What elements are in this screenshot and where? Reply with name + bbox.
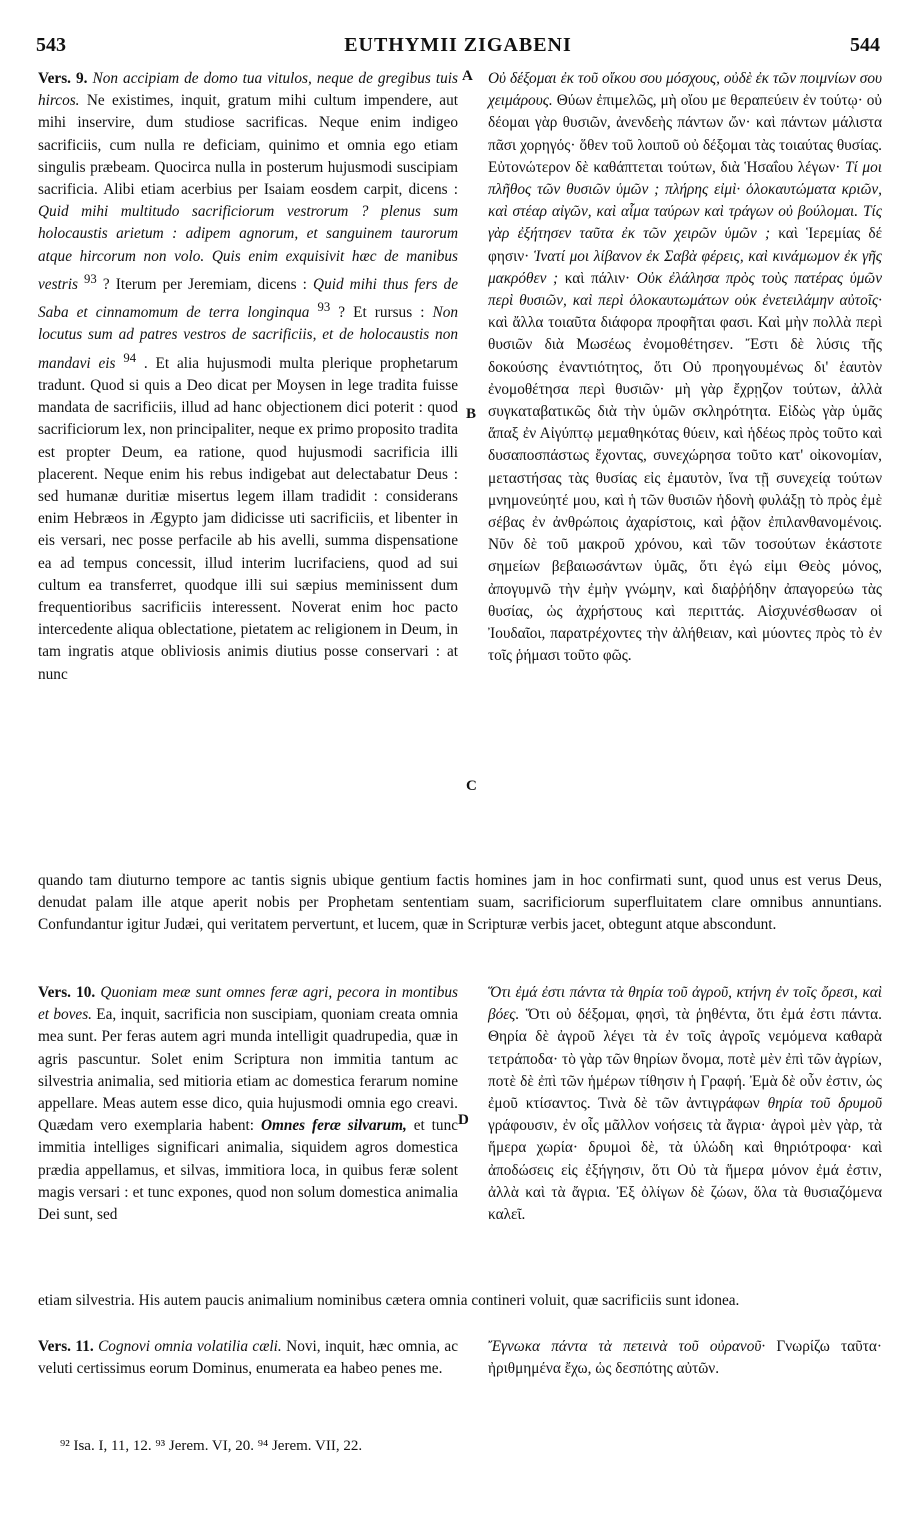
margin-marker-d: D (458, 1112, 469, 1128)
latin-text: ? Et rursus : (338, 304, 425, 322)
greek-lemma: Ὅτι ἐμά ἐστι πάντα τὰ θηρία τοῦ ἀγροῦ, κτήνη ἐν τοῖς ὄρεσι, καὶ βόες. (488, 984, 882, 1024)
verse-label: Vers. 10. (38, 984, 96, 1001)
greek-text: Γνωρίζω ταῦτα· ἠριθμημένα ἔχω, ὡς δεσπότης αὐτῶν. (488, 1338, 882, 1378)
latin-text: Ea, inquit, sacrificia non suscipiam, quoniam creata omnia mea sunt. Per feras autem agri munda intelligit quadrupedia, quæ in agris pascuntur. Solet enim Scriptura non immitia tantum ac silvestria animalia, sed mitioria etiam ac domestica ferarum nomine appellare. Meas autem esse dico, quia hujusmodi omnia ego creavi. Quædam vero exemplaria habent: (38, 1006, 459, 1135)
latin-text: Novi, inquit, hæc omnia, ac veluti certissimus eorum Dominus, enumerata ea habeo penes me. (38, 1338, 459, 1378)
greek-quote: θηρία τοῦ δρυμοῦ (767, 1095, 882, 1113)
footnote-ref: 93 (84, 271, 97, 286)
latin-lemma: Cognovi omnia volatilia cæli. (98, 1338, 282, 1355)
greek-lemma: Οὐ δέξομαι ἐκ τοῦ οἴκου σου μόσχους, οὐδὲ ἐκ τῶν ποιμνίων σου χειμάρους. (488, 70, 882, 110)
greek-lemma: Ἔγνωκα πάντα τὰ πετεινὰ τοῦ οὐρανοῦ· (488, 1338, 766, 1355)
latin-quote: Omnes feræ silvarum, (260, 1117, 407, 1135)
greek-paragraph-v11 (488, 1336, 882, 1380)
latin-column-v11 (38, 1336, 458, 1380)
greek-column-v9 (488, 68, 882, 667)
latin-text: Ne existimes, inquit, gratum mihi cultum impendere, aut mihi inservire, dum studiose sacrificas. Neque enim indigeo sacrificiis, cum nulla re deficiam, quinimo et omnia ego etiam singulis præbeam. Quocirca nulla in posterum hujusmodi suscipiam sacrificia. Alibi etiam acerbius per Isaiam eosdem carpit, dicens : (38, 92, 458, 199)
latin-quote: Non locutus sum ad patres vestros de sacrificiis, et de holocaustis non mandavi eis (38, 304, 459, 372)
latin-column-v10 (38, 982, 458, 1226)
greek-quote: Τί μοι πλῆθος τῶν θυσιῶν ὑμῶν ; πλήρης εἰμὶ· ὁλοκαυτώματα κριῶν, καὶ στέαρ αἰγῶν, καὶ αἷμα ταύρων καὶ τράγων οὐ βούλομαι. Τίς γὰρ ἐξήτησεν ταῦτα ἐκ τῶν χειρῶν ὑμῶν ; (488, 158, 882, 243)
footnote-ref: 93 (317, 300, 331, 315)
greek-text: Ὅτι οὐ δέξομαι, φησὶ, τὰ ῥηθέντα, ὅτι ἐμά ἐστι πάντα. Θηρία δὲ ἀγροῦ λέγει τὰ ἐν τοῖς ἀγροῖς νεμόμενα καθαρὰ τετράποδα· τὸ γὰρ τῶν θηρίων ὄνομα, ποτὲ μὲν ἐπὶ τῶν ἀγρίων, ποτὲ δὲ ἐπὶ τῶν ἡμέρων τίθησιν ἡ Γραφή. Ἐμὰ δὲ οὖν ἐστιν, ὡς ἐμοῦ κτίσαντος. Τινὰ δὲ τῶν ἀντιγράφων (488, 1006, 882, 1113)
latin-text: . Et alia hujusmodi multa plerique prophetarum tradunt. Quod si quis a Deo dicat per Moysen in lege tradita fuisse mandata de sacrificiis, illud ad hanc objectionem dici poterit : quod sacrificiorum lex, non principaliter, neque ex primo proposito tradita est propter Deum, ea ratione, quod hujusmodi sacrificia illi placerent. Neque enim his rebus indigebat aut delectabatur Deus : sed humanæ duritiæ misertus legem illam tradidit : considerans enim Hebræos in Ægypto jam didicisse uti sacrificiis, et libenter in eis versari, nec posse perfacile ab his avelli, summa dispensatione ea ad tempus concessit, illud interim lucrifaciens, quod ad sui cultum ea transferret, quodque illi sui sæpius meminissent dum frequentioribus sacrificiis interessent. Noverat enim hoc pacto intercedente aliqua oblectatione, pietatem ac religionem in Deum, in tam ingratis atque obliviosis animis diutius posse conservari : at nunc (38, 354, 459, 683)
margin-marker-a: A (462, 68, 473, 84)
latin-lemma: Quoniam meæ sunt omnes feræ agri, pecora in montibus et boves. (38, 984, 459, 1024)
latin-continuation: quando tam diuturno tempore ac tantis signis ubique gentium factis homines jam in hoc confirmati sunt, quod unus est verus Deus, denudat palam ille atque aperit nobis per Prophetam sententiam suam, sacrificiorum superfluitatem clare omnibus annuntians. Confundantur igitur Judæi, qui veritatem pervertunt, et lucem, quæ in Scripturæ verbis jacet, obtegunt atque abscondunt. (38, 872, 882, 934)
latin-text: et tunc immitia intelliges significari animalia, siquidem agros domestica prædia appellamus, et silvas, immitiora loca, in quibus feræ solent magis versari : et tunc expones, quod non solum domestica animalia Dei sunt, sed (38, 1117, 459, 1224)
greek-text: καὶ Ἱερεμίας δέ φησιν· (488, 225, 882, 265)
verse-label: Vers. 11. (38, 1338, 94, 1355)
latin-paragraph-v10 (38, 982, 458, 1226)
greek-column-v10 (488, 982, 882, 1226)
greek-quote: Οὐκ ἐλάλησα πρὸς τοὺς πατέρας ὑμῶν περὶ θυσιῶν, καὶ περὶ ὁλοκαυτωμάτων οὐκ ἐνετειλάμην αὐτοῖς· (488, 269, 883, 310)
greek-text: καὶ πάλιν· (564, 269, 631, 287)
greek-quote: Ἱνατί μοι λίβανον ἐκ Σαβὰ φέρεις, καὶ κινάμωμον ἐκ γῆς μακρόθεν ; (488, 247, 882, 287)
latin-paragraph-v11 (38, 1336, 458, 1380)
latin-column-v9 (38, 68, 458, 686)
footnote-ref: 94 (123, 350, 137, 365)
footnotes: ⁹² Isa. I, 11, 12. ⁹³ Jerem. VI, 20. ⁹⁴ Jerem. VII, 22. (60, 1438, 363, 1454)
latin-paragraph-v9 (38, 68, 458, 686)
full-width-paragraph-2 (38, 1290, 882, 1312)
greek-paragraph-v9 (488, 68, 882, 667)
page-number-right: 544 (850, 34, 880, 56)
greek-text: Θύων ἐπιμελῶς, μὴ οἴου με θεραπεύειν ἐν τούτῳ· οὐ δέομαι γὰρ θυσιῶν, ἀνενδεὴς πάντων ὤν· καὶ πάντων μάλιστα πᾶσι χορηγός· ὅθεν τοῦ λοιποῦ οὐ δέξομαι τὰς τοιαύτας θυσίας. Εὐτονώτερον δὲ καθάπτεται τούτων, διὰ Ἡσαΐου λέγων· (488, 92, 882, 176)
margin-marker-b: B (466, 406, 477, 422)
greek-text: καὶ ἄλλα τοιαῦτα διάφορα προφῆται φασι. Καὶ μὴν πολλὰ περὶ θυσιῶν διὰ Μωσέως ἐνομοθέτησεν. Ἔστι δὲ λύσις τῆς δοκούσης ἐναντιότητος, ὅτι Οὐ προηγουμένως δι' ἑαυτὸν ἐνομοθέτησα περὶ θυσιῶν· μὴ γὰρ ἔχρῃζον τούτων, ἀλλὰ συγκαταβατικῶς διὰ τὴν ὑμῶν σκληρότητα. Εἰδὼς γὰρ ὑμᾶς ἅπαξ ἐν Αἰγύπτῳ μεμαθηκότας θύειν, καὶ ἡδέως πρὸς τοῦτο καὶ δυσαποσπάστως ἔχοντας, συνεχώρησα τοῦτο κατ' οἰκονομίαν, μεταστήσας τὰς θυσίας εἰς ἐμαυτὸν, ἵνα τῇ συνεχείᾳ τούτων μνημονεύητέ μου, καὶ ἡ τῶν θυσιῶν ἡδονὴ φυλάξῃ τὸ πρὸς ἐμὲ σέβας ἐν ἀνθρώποις ἀχαρίστοις, καὶ ῥᾷον ἐπιλανθανομένοις. Νῦν δὲ τοῦ μακροῦ χρόνου, καὶ τῶν τοσούτων ἑκάστοτε σημείων βεβαιωσάντων ὑμᾶς, ὅτι ἐγώ εἰμι Θεὸς μόνος, ἀπογυμνῶ τὴν ἐμὴν γνώμην, καὶ διαῤῥήδην ἀπαγορεύω τὰς θυσίας, ὡς ἀχρήστους καὶ περιττάς. Αἰσχυνέσθωσαν οἱ Ἰουδαῖοι, παρατρέχοντες τὴν ἀλήθειαν, καὶ μύοντες πρὸς τὸ ἐν τοῖς ῥήμασι τοῦτο φῶς. (488, 314, 882, 665)
full-width-paragraph-1 (38, 870, 882, 937)
greek-paragraph-v10 (488, 982, 882, 1226)
running-title: EUTHYMII ZIGABENI (344, 34, 572, 56)
latin-continuation: etiam silvestria. His autem paucis animalium nominibus cætera omnia contineri voluit, quæ sacrificiis sunt idonea. (38, 1292, 740, 1309)
margin-marker-c: C (466, 778, 477, 794)
verse-label: Vers. 9. (38, 70, 88, 87)
latin-lemma: Non accipiam de domo tua vitulos, neque de gregibus tuis hircos. (38, 70, 458, 110)
page-number-left: 543 (36, 34, 66, 56)
greek-column-v11 (488, 1336, 882, 1380)
latin-text: ? Iterum per Jeremiam, dicens : (102, 275, 307, 293)
running-header (36, 34, 880, 64)
latin-quote: Quid mihi thus fers de Saba et cinnamomum de terra longinqua (38, 275, 458, 322)
latin-quote: Quid mihi multitudo sacrificiorum vestrorum ? plenus sum holocaustis arietum : adipem agnorum, et sanguinem taurorum atque hircorum non volo. Quis enim exquisivit hæc de manibus vestris (38, 203, 458, 293)
greek-text: γράφουσιν, ἐν οἷς μᾶλλον νοήσεις τὰ ἄγρια· ἀγροὶ μὲν γὰρ, τὰ ἥμερα χωρία· δρυμοὶ δὲ, τὰ ὑλώδη καὶ θηριότροφα· καὶ ἀποδώσεις εἰς ἐξήγησιν, ὅτι Οὐ τὰ ἥμερα μόνον ἐμά ἐστιν, ἀλλὰ καὶ τὰ ἄγρια. Ἐξ ὀλίγων δὲ ζώων, ὅλα τὰ θυσιαζόμενα καλεῖ. (488, 1117, 882, 1224)
